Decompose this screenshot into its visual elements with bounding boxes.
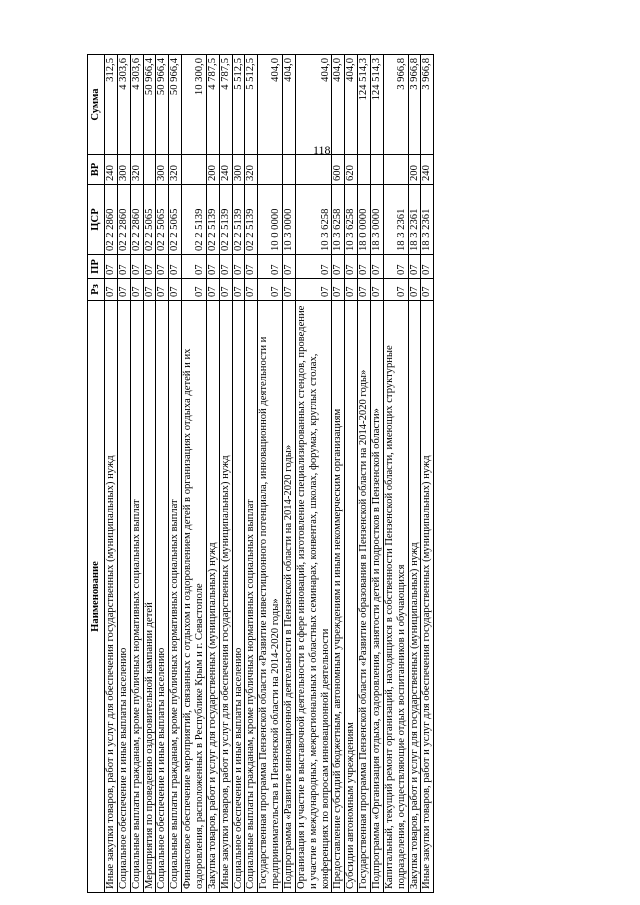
table-row xyxy=(358,55,371,893)
cell-rz: 07 xyxy=(117,279,130,301)
cell-sum: 404,0 xyxy=(332,55,345,155)
cell-name: Иные закупки товаров, работ и услуг для обеспечения государственных (муниципальных) нужд xyxy=(421,301,434,893)
header-rz: Рз xyxy=(88,279,105,301)
cell-csr: 18 0 0000 xyxy=(358,185,371,255)
cell-sum: 5 512,5 xyxy=(232,55,245,155)
table-row xyxy=(371,55,384,893)
cell-name: Закупка товаров, работ и услуг для государственных (муниципальных) нужд xyxy=(408,301,421,893)
cell-sum: 404,0 xyxy=(295,55,332,155)
table-row xyxy=(105,55,118,893)
cell-sum: 404,0 xyxy=(283,55,296,155)
cell-sum: 50 966,4 xyxy=(169,55,182,155)
cell-pr: 07 xyxy=(156,255,169,279)
cell-vr: 200 xyxy=(408,155,421,185)
cell-rz: 07 xyxy=(295,279,332,301)
table-row xyxy=(332,55,345,893)
cell-sum: 3 966,8 xyxy=(383,55,408,155)
cell-vr xyxy=(295,155,332,185)
cell-sum: 3 966,8 xyxy=(421,55,434,155)
cell-pr: 07 xyxy=(130,255,143,279)
cell-sum: 4 303,6 xyxy=(117,55,130,155)
cell-name: Мероприятия по проведению оздоровительной кампании детей xyxy=(143,301,156,893)
cell-csr: 02 2 5139 xyxy=(206,185,219,255)
cell-vr: 620 xyxy=(345,155,358,185)
cell-pr: 07 xyxy=(358,255,371,279)
cell-pr: 07 xyxy=(182,255,207,279)
cell-rz: 07 xyxy=(371,279,384,301)
cell-rz: 07 xyxy=(105,279,118,301)
cell-pr: 07 xyxy=(105,255,118,279)
cell-csr: 10 3 6258 xyxy=(332,185,345,255)
cell-name: Организация и участие в выставочной деятельности в сфере инноваций, изготовление специализированных стендов, проведение и участие в международных, межрегиональных и областных семинарах, конвентах, школах, форумах, круглых столах, конференциях по вопросам инновационной деятельности xyxy=(295,301,332,893)
cell-csr: 02 2 2860 xyxy=(117,185,130,255)
cell-csr: 02 2 5065 xyxy=(156,185,169,255)
cell-sum: 5 512,5 xyxy=(245,55,258,155)
cell-sum: 50 966,4 xyxy=(156,55,169,155)
cell-rz: 07 xyxy=(206,279,219,301)
cell-csr: 02 2 2860 xyxy=(105,185,118,255)
cell-pr: 07 xyxy=(245,255,258,279)
cell-csr: 18 3 2361 xyxy=(408,185,421,255)
cell-rz: 07 xyxy=(182,279,207,301)
table-row xyxy=(232,55,245,893)
table-row xyxy=(421,55,434,893)
cell-sum: 50 966,4 xyxy=(143,55,156,155)
table-row xyxy=(117,55,130,893)
table-row xyxy=(408,55,421,893)
cell-csr: 02 2 5139 xyxy=(219,185,232,255)
header-row xyxy=(88,55,105,893)
cell-csr: 10 3 6258 xyxy=(345,185,358,255)
cell-vr: 320 xyxy=(130,155,143,185)
cell-rz: 07 xyxy=(219,279,232,301)
cell-vr xyxy=(358,155,371,185)
cell-vr: 300 xyxy=(156,155,169,185)
cell-vr: 320 xyxy=(245,155,258,185)
cell-sum: 124 514,3 xyxy=(358,55,371,155)
cell-rz: 07 xyxy=(358,279,371,301)
header-csr: ЦСР xyxy=(88,185,105,255)
table-row xyxy=(283,55,296,893)
header-pr: ПР xyxy=(88,255,105,279)
cell-csr: 02 2 5065 xyxy=(143,185,156,255)
cell-name: Финансовое обеспечение мероприятий, связанных с отдыхом и оздоровлением детей в организациях отдыха детей и их оздоровления, расположенных в Республике Крым и г. Севастополе xyxy=(182,301,207,893)
cell-sum: 4 303,6 xyxy=(130,55,143,155)
cell-name: Социальные выплаты гражданам, кроме публичных нормативных социальных выплат xyxy=(169,301,182,893)
cell-csr: 10 3 0000 xyxy=(283,185,296,255)
cell-rz: 07 xyxy=(421,279,434,301)
cell-rz: 07 xyxy=(130,279,143,301)
cell-sum: 404,0 xyxy=(258,55,283,155)
cell-vr: 200 xyxy=(206,155,219,185)
cell-pr: 07 xyxy=(232,255,245,279)
cell-pr: 07 xyxy=(143,255,156,279)
cell-csr: 18 3 2361 xyxy=(383,185,408,255)
cell-rz: 07 xyxy=(169,279,182,301)
table-row xyxy=(130,55,143,893)
table-row xyxy=(143,55,156,893)
cell-csr: 02 2 5139 xyxy=(232,185,245,255)
cell-csr: 02 2 2860 xyxy=(130,185,143,255)
cell-rz: 07 xyxy=(332,279,345,301)
cell-name: Государственная программа Пензенской области «Развитие инвестиционного потенциала, инновационной деятельности и предпринимательства в Пензенской области на 2014-2020 годы» xyxy=(258,301,283,893)
cell-vr xyxy=(371,155,384,185)
table-row xyxy=(169,55,182,893)
cell-csr: 18 3 0000 xyxy=(371,185,384,255)
cell-pr: 07 xyxy=(219,255,232,279)
cell-pr: 07 xyxy=(117,255,130,279)
cell-csr: 02 2 5139 xyxy=(182,185,207,255)
cell-vr: 240 xyxy=(219,155,232,185)
cell-pr: 07 xyxy=(295,255,332,279)
cell-name: Подпрограмма «Развитие инновационной деятельности в Пензенской области на 2014-2020 годы» xyxy=(283,301,296,893)
cell-vr xyxy=(383,155,408,185)
cell-csr: 10 3 6258 xyxy=(295,185,332,255)
cell-name: Социальные выплаты гражданам, кроме публичных нормативных социальных выплат xyxy=(130,301,143,893)
rotated-table-container xyxy=(87,55,583,893)
table-body xyxy=(105,55,434,893)
table-row xyxy=(383,55,408,893)
cell-pr: 07 xyxy=(206,255,219,279)
cell-sum: 312,5 xyxy=(105,55,118,155)
cell-vr: 300 xyxy=(117,155,130,185)
cell-name: Социальное обеспечение и иные выплаты населению xyxy=(232,301,245,893)
cell-csr: 10 0 0000 xyxy=(258,185,283,255)
cell-sum: 3 966,8 xyxy=(408,55,421,155)
cell-pr: 07 xyxy=(383,255,408,279)
header-vr: ВР xyxy=(88,155,105,185)
cell-name: Государственная программа Пензенской области «Развитие образования в Пензенской области на 2014-2020 годы» xyxy=(358,301,371,893)
cell-csr: 18 3 2361 xyxy=(421,185,434,255)
cell-sum: 4 787,5 xyxy=(206,55,219,155)
cell-name: Иные закупки товаров, работ и услуг для обеспечения государственных (муниципальных) нужд xyxy=(219,301,232,893)
cell-rz: 07 xyxy=(156,279,169,301)
cell-pr: 07 xyxy=(258,255,283,279)
cell-vr: 240 xyxy=(421,155,434,185)
cell-pr: 07 xyxy=(332,255,345,279)
cell-vr xyxy=(143,155,156,185)
cell-name: Субсидии автономным учреждениям xyxy=(345,301,358,893)
cell-rz: 07 xyxy=(258,279,283,301)
cell-pr: 07 xyxy=(371,255,384,279)
cell-vr xyxy=(182,155,207,185)
cell-vr xyxy=(258,155,283,185)
cell-pr: 07 xyxy=(283,255,296,279)
cell-name: Закупка товаров, работ и услуг для государственных (муниципальных) нужд xyxy=(206,301,219,893)
cell-sum: 4 787,5 xyxy=(219,55,232,155)
table-row xyxy=(295,55,332,893)
cell-vr: 320 xyxy=(169,155,182,185)
cell-pr: 07 xyxy=(421,255,434,279)
cell-vr: 600 xyxy=(332,155,345,185)
cell-name: Социальные выплаты гражданам, кроме публичных нормативных социальных выплат xyxy=(245,301,258,893)
cell-name: Предоставление субсидий бюджетным, автономным учреждениям и иным некоммерческим организациям xyxy=(332,301,345,893)
table-row xyxy=(219,55,232,893)
table-row xyxy=(156,55,169,893)
cell-sum: 404,0 xyxy=(345,55,358,155)
cell-rz: 07 xyxy=(245,279,258,301)
cell-sum: 10 300,0 xyxy=(182,55,207,155)
cell-csr: 02 2 5065 xyxy=(169,185,182,255)
cell-pr: 07 xyxy=(169,255,182,279)
cell-name: Социальное обеспечение и иные выплаты населению xyxy=(156,301,169,893)
cell-vr: 300 xyxy=(232,155,245,185)
header-name: Наименование xyxy=(88,301,105,893)
cell-rz: 07 xyxy=(408,279,421,301)
cell-sum: 124 514,3 xyxy=(371,55,384,155)
cell-csr: 02 2 5139 xyxy=(245,185,258,255)
table-row xyxy=(258,55,283,893)
budget-table xyxy=(87,54,434,893)
table-row xyxy=(206,55,219,893)
cell-rz: 07 xyxy=(345,279,358,301)
cell-name: Подпрограмма «Организация отдыха, оздоровления, занятости детей и подростков в Пензенской области» xyxy=(371,301,384,893)
cell-vr: 240 xyxy=(105,155,118,185)
cell-rz: 07 xyxy=(232,279,245,301)
table-row xyxy=(245,55,258,893)
cell-name: Капитальный, текущий ремонт организаций, находящихся в собственности Пензенской области, имеющих структурные подразделения, осуществляющие отдых воспитанников и обучающихся xyxy=(383,301,408,893)
table-row xyxy=(345,55,358,893)
cell-vr xyxy=(283,155,296,185)
cell-pr: 07 xyxy=(345,255,358,279)
table-row xyxy=(182,55,207,893)
header-sum: Сумма xyxy=(88,55,105,155)
cell-rz: 07 xyxy=(283,279,296,301)
cell-pr: 07 xyxy=(408,255,421,279)
cell-name: Иные закупки товаров, работ и услуг для обеспечения государственных (муниципальных) нужд xyxy=(105,301,118,893)
cell-rz: 07 xyxy=(383,279,408,301)
cell-name: Социальное обеспечение и иные выплаты населению xyxy=(117,301,130,893)
page-number: 118 xyxy=(313,143,331,157)
cell-rz: 07 xyxy=(143,279,156,301)
